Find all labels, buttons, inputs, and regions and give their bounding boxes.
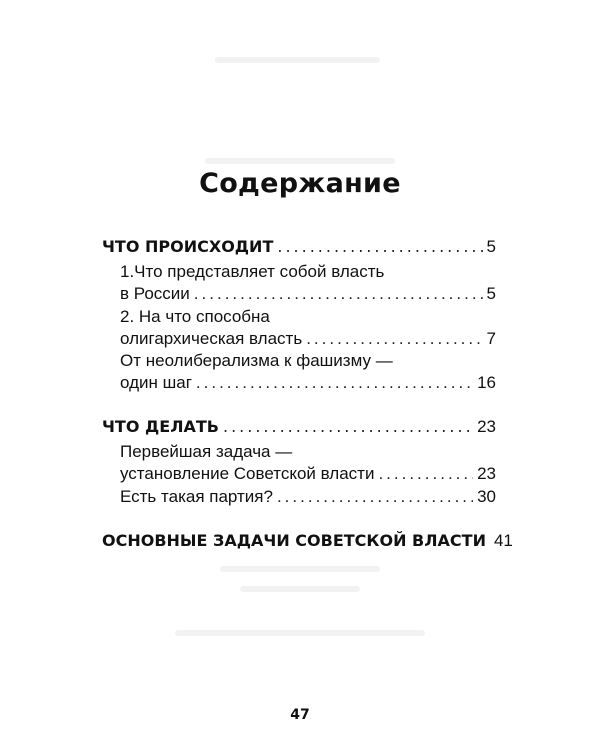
- toc-entry-label: один шаг: [120, 373, 192, 392]
- toc-entry-line[interactable]: 2. На что способна: [120, 307, 270, 326]
- dot-leader: [194, 283, 483, 305]
- dot-leader: [306, 328, 482, 350]
- toc-entry[interactable]: [120, 372, 496, 394]
- toc-entry-label: в России: [120, 284, 190, 303]
- toc-section-heading[interactable]: [102, 530, 513, 552]
- bleed-through-mark: [220, 566, 380, 572]
- toc-section-heading[interactable]: [102, 416, 496, 438]
- toc-section-label: ЧТО ПРОИСХОДИТ: [102, 237, 274, 256]
- bleed-through-mark: [215, 57, 380, 63]
- toc-section-label: ОСНОВНЫЕ ЗАДАЧИ СОВЕТСКОЙ ВЛАСТИ: [102, 531, 486, 550]
- toc-section-label: ЧТО ДЕЛАТЬ: [102, 417, 219, 436]
- dot-leader: [196, 372, 473, 394]
- toc-page-number: 16: [477, 373, 496, 392]
- page-number: 47: [290, 707, 310, 723]
- toc-page-number: 30: [477, 487, 496, 506]
- bleed-through-mark: [175, 630, 425, 636]
- dot-leader: [277, 236, 482, 258]
- toc-page-number: 23: [477, 464, 496, 483]
- toc-entry[interactable]: [120, 486, 496, 508]
- toc-entry-line[interactable]: Первейшая задача —: [120, 442, 293, 461]
- toc-page-number: 23: [477, 417, 496, 436]
- dot-leader: [378, 463, 473, 485]
- toc-entry[interactable]: [120, 283, 496, 305]
- toc-entry-line[interactable]: 1.Что представляет собой власть: [120, 262, 385, 281]
- bleed-through-mark: [205, 158, 395, 164]
- toc-entry[interactable]: [120, 463, 496, 485]
- toc-entry[interactable]: [120, 328, 496, 350]
- toc-page-number: 5: [486, 284, 496, 303]
- toc-section-heading[interactable]: [102, 236, 496, 258]
- dot-leader: [277, 486, 473, 508]
- toc-entry-label: Есть такая партия?: [120, 487, 273, 506]
- dot-leader: [223, 416, 473, 438]
- toc-entry-label: олигархическая власть: [120, 329, 303, 348]
- toc-entry-line[interactable]: От неолиберализма к фашизму —: [120, 351, 393, 370]
- page-title: Содержание: [199, 168, 401, 199]
- bleed-through-mark: [240, 586, 360, 592]
- toc-entry-label: установление Советской власти: [120, 464, 375, 483]
- toc-page-number: 7: [486, 329, 496, 348]
- toc-page-number: 41: [493, 531, 513, 550]
- toc-page-number: 5: [486, 237, 496, 256]
